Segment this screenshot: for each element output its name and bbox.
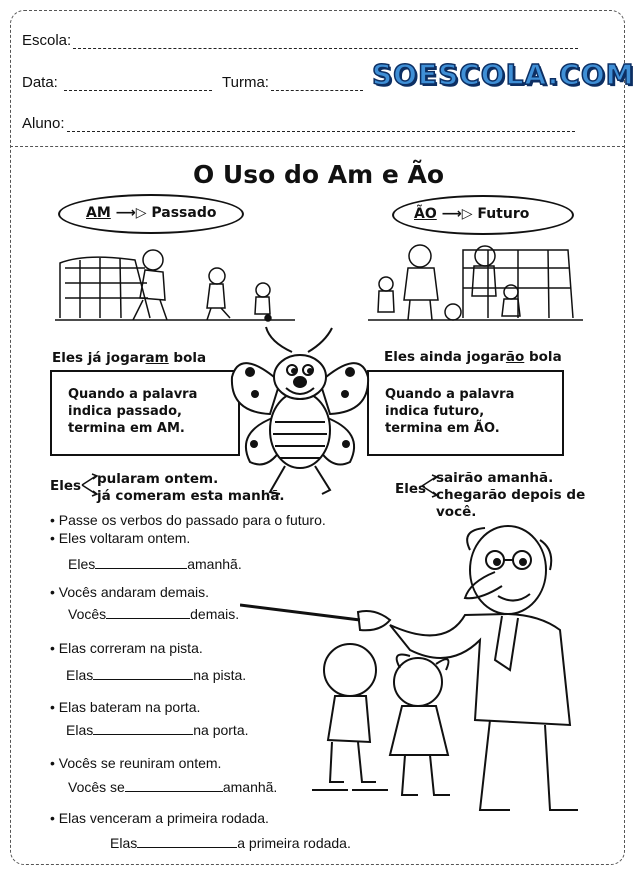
aluno-label: Aluno:: [22, 115, 65, 132]
future-ending: ÃO: [414, 206, 437, 222]
exercise-prompt: [50, 699, 200, 715]
data-field[interactable]: [22, 74, 212, 91]
turma-line: [271, 89, 363, 91]
escola-field[interactable]: [22, 32, 578, 49]
answer-post: na pista.: [193, 667, 247, 683]
answer-pre: Vocês: [68, 606, 107, 622]
exercise-answer[interactable]: [68, 606, 239, 622]
answer-post: na porta.: [193, 722, 249, 738]
past-verbs-example: [50, 478, 81, 494]
answer-blank[interactable]: [93, 722, 193, 735]
future-rule-line: termina em ÃO.: [385, 421, 500, 436]
future-rule-line: indica futuro,: [385, 404, 485, 419]
exercise-prompt-text: Elas correram na pista.: [58, 640, 203, 656]
escola-line: [73, 47, 578, 49]
past-rule-line: termina em AM.: [68, 421, 185, 436]
soccer-past-illustration: [55, 238, 295, 328]
exercise-prompt: [50, 755, 221, 771]
bullet-icon: •: [50, 755, 55, 771]
exercise-prompt-text: Elas venceram a primeira rodada.: [58, 810, 269, 826]
future-example-sentence: [384, 349, 562, 365]
future-example-line: chegarão depois de: [436, 487, 586, 503]
exercise-answer[interactable]: [66, 667, 246, 683]
past-example-sentence: [52, 350, 206, 366]
answer-post: amanhã.: [187, 556, 242, 572]
answer-pre: Elas: [110, 835, 138, 851]
bullet-icon: •: [50, 699, 55, 715]
exercise-answer[interactable]: [68, 556, 242, 572]
bullet-icon: •: [50, 584, 55, 600]
data-line: [64, 89, 212, 91]
aluno-line: [67, 130, 575, 132]
data-label: Data:: [22, 74, 58, 91]
instruction-text: Passe os verbos do passado para o futuro.: [58, 512, 326, 528]
past-rule-line: Quando a palavra: [68, 387, 198, 402]
bullet-icon: •: [50, 640, 55, 656]
butterfly-illustration: [230, 322, 370, 512]
answer-pre: Elas: [66, 667, 94, 683]
past-rule-box: [50, 370, 240, 456]
future-example-subject: Eles: [395, 481, 427, 497]
answer-post: amanhã.: [222, 779, 278, 795]
answer-blank[interactable]: [95, 556, 187, 569]
future-rule-line: Quando a palavra: [385, 387, 515, 402]
header-divider: [10, 146, 625, 147]
answer-post: demais.: [190, 606, 240, 622]
page-title: O Uso do Am e Ão: [192, 160, 445, 189]
past-example-line: já comeram esta manhã.: [97, 488, 285, 504]
future-sentence-pre: Eles ainda jogar: [384, 349, 506, 365]
bullet-icon: •: [50, 810, 55, 826]
past-example-subject: Eles: [50, 478, 82, 494]
exercise-prompt: [50, 584, 209, 600]
exercise-prompt-text: Elas bateram na porta.: [58, 699, 201, 715]
past-label: Passado: [151, 205, 217, 221]
past-sentence-post: bola: [168, 350, 207, 366]
past-ending: AM: [86, 205, 111, 221]
future-sentence-post: bola: [524, 349, 562, 365]
answer-pre: Vocês se: [68, 779, 125, 795]
answer-pre: Elas: [66, 722, 94, 738]
future-rule-box: [367, 370, 564, 456]
aluno-field[interactable]: [22, 115, 575, 132]
turma-label: Turma:: [222, 74, 269, 91]
exercise-prompt: [50, 810, 269, 826]
answer-blank[interactable]: [137, 835, 237, 848]
turma-field[interactable]: [222, 74, 363, 91]
exercise-prompt-text: Vocês andaram demais.: [58, 584, 209, 600]
soescola-logo: SOESCOLA.COM: [372, 58, 635, 91]
arrow-right-icon: ⟶▷: [441, 206, 473, 222]
exercise-answer[interactable]: [110, 835, 351, 851]
arrow-right-icon: ⟶▷: [115, 205, 147, 221]
past-ending-label: [86, 205, 216, 221]
past-rule-line: indica passado,: [68, 404, 182, 419]
answer-pre: Eles: [68, 556, 96, 572]
future-sentence-ending: ão: [505, 349, 525, 365]
past-example-line: pularam ontem.: [97, 471, 219, 487]
answer-blank[interactable]: [106, 606, 190, 619]
bullet-icon: •: [50, 530, 55, 546]
escola-label: Escola:: [22, 32, 72, 49]
soccer-future-illustration: [368, 238, 583, 328]
exercise-prompt: [50, 530, 190, 546]
answer-blank[interactable]: [125, 779, 223, 792]
answer-blank[interactable]: [93, 667, 193, 680]
future-label: Futuro: [477, 206, 530, 222]
teacher-and-children-illustration: [240, 520, 585, 820]
bullet-icon: •: [50, 512, 55, 528]
exercise-prompt: [50, 640, 203, 656]
future-example-line: sairão amanhã.: [436, 470, 554, 486]
future-ending-label: [414, 206, 529, 222]
future-example-line: você.: [436, 504, 477, 520]
exercise-answer[interactable]: [66, 722, 249, 738]
exercise-prompt-text: Eles voltaram ontem.: [58, 530, 191, 546]
exercise-prompt-text: Vocês se reuniram ontem.: [58, 755, 222, 771]
answer-post: a primeira rodada.: [237, 835, 351, 851]
past-sentence-pre: Eles já jogar: [52, 350, 146, 366]
past-sentence-ending: am: [145, 350, 169, 366]
